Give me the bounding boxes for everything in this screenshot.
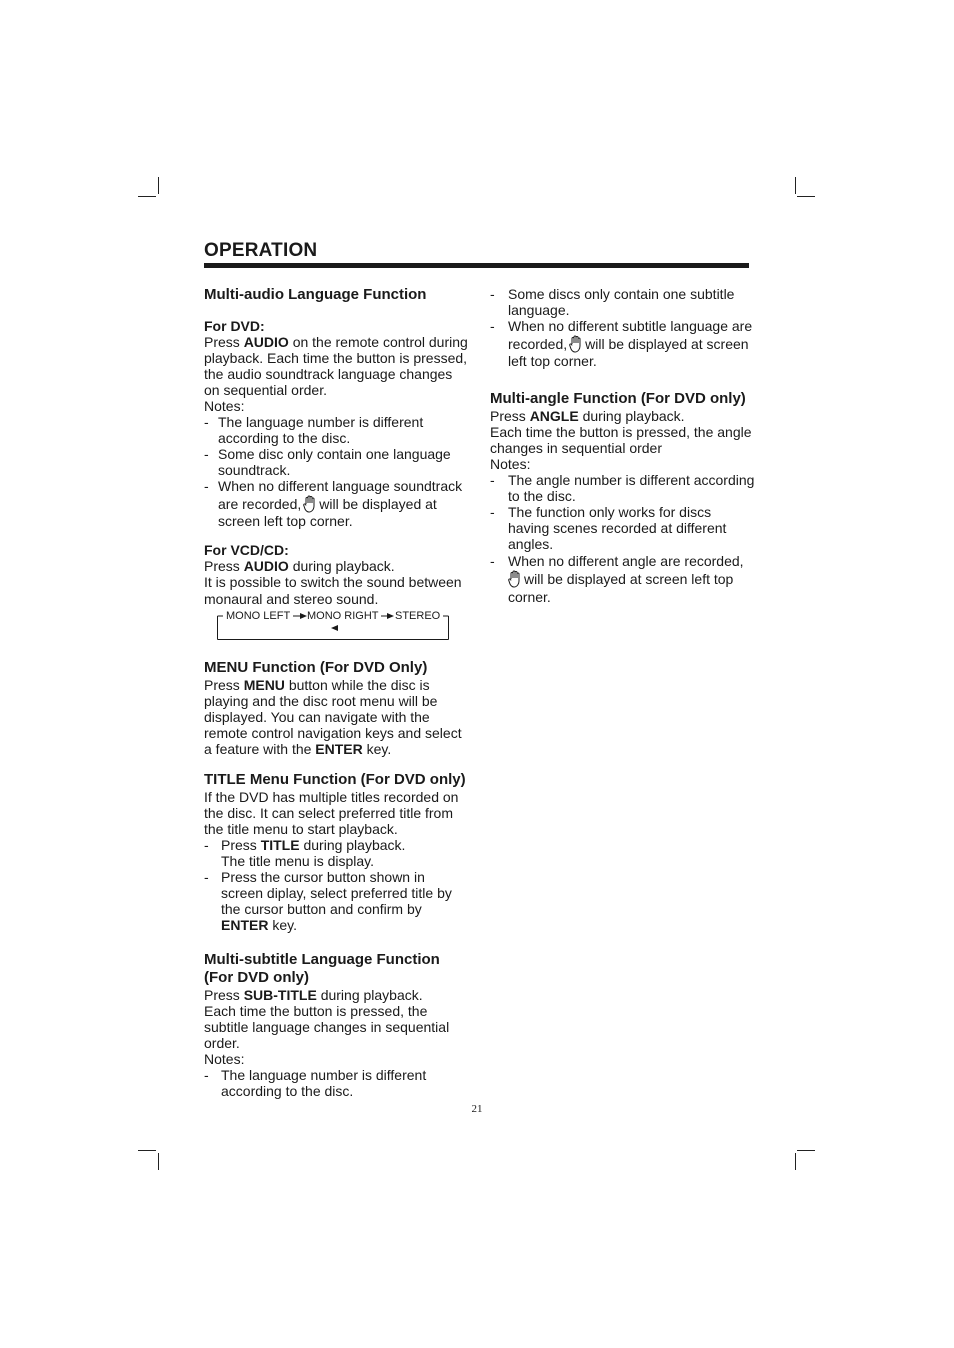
audio-vcd-paragraph: Press AUDIO during playback. [204, 558, 395, 574]
list-item: - Press the cursor button shown in screen diplay, select preferred title by the cursor button and confirm by ENTER key. [204, 869, 452, 933]
audio-dvd-paragraph: Press AUDIO on the remote control during playback. Each time the button is pressed, the audio soundtrack language changes on sequential order. [204, 334, 468, 398]
subtitle-heading: Multi-subtitle Language Function [204, 951, 440, 968]
hand-icon [508, 570, 522, 588]
subtitle-heading-sub: (For DVD only) [204, 969, 309, 986]
audio-mode-diagram [217, 610, 462, 640]
crop-mark [797, 1150, 815, 1151]
crop-mark [138, 1150, 156, 1151]
header-rule [204, 263, 749, 268]
list-item: - The language number is different according to the disc. [204, 414, 424, 446]
title-menu-heading: TITLE Menu Function (For DVD only) [204, 771, 466, 788]
subtitle-paragraph: Each time the button is pressed, the subtitle language changes in sequential order. [204, 1003, 450, 1051]
subtitle-press: Press SUB-TITLE during playback. [204, 987, 423, 1003]
title-menu-paragraph: If the DVD has multiple titles recorded on the disc. It can select preferred title from the title menu to start playback. [204, 789, 459, 837]
mono-right-label: MONO RIGHT [307, 610, 379, 622]
crop-mark [158, 1153, 159, 1170]
notes-label: Notes: [204, 398, 245, 414]
notes-label: Notes: [204, 1051, 245, 1067]
audio-vcd-text: It is possible to switch the sound between monaural and stereo sound. [204, 574, 462, 607]
right-column [490, 286, 755, 606]
angle-press: Press ANGLE during playback. [490, 408, 685, 424]
crop-mark [158, 177, 159, 194]
list-item: - Press TITLE during playback. The title menu is display. [204, 837, 406, 869]
audio-heading: Multi-audio Language Function [204, 286, 427, 303]
list-item: - The function only works for discs having scenes recorded at different angles. [490, 504, 727, 552]
angle-paragraph: Each time the button is pressed, the angle changes in sequential order [490, 424, 752, 456]
list-item: - When no different subtitle language are recorded, will be displayed at screen left top corner. [490, 318, 753, 369]
crop-mark [795, 1153, 796, 1170]
hand-icon [569, 335, 583, 353]
crop-mark [795, 177, 796, 194]
list-item: - When no different angle are recorded, will be displayed at screen left top corner. [490, 553, 744, 605]
page-number: 21 [471, 1103, 483, 1115]
angle-heading: Multi-angle Function (For DVD only) [490, 390, 746, 407]
hand-icon [303, 495, 317, 513]
page-title: OPERATION [204, 240, 318, 261]
menu-heading: MENU Function (For DVD Only) [204, 659, 428, 676]
left-column [204, 286, 469, 1099]
list-item: - Some discs only contain one subtitle language. [490, 286, 735, 318]
list-item: - When no different language soundtrack are recorded, will be displayed at screen left top corner. [204, 478, 463, 529]
dvd-label: For DVD: [204, 318, 265, 334]
stereo-label: STEREO [395, 610, 441, 622]
crop-mark [797, 196, 815, 197]
notes-label: Notes: [490, 456, 531, 472]
list-item: - Some disc only contain one language soundtrack. [204, 446, 451, 478]
menu-paragraph: Press MENU button while the disc is playing and the disc root menu will be displayed. You can navigate with the remote control navigation keys and select a feature with the ENTER key. [204, 677, 462, 757]
mono-left-label: MONO LEFT [226, 610, 291, 622]
vcd-label: For VCD/CD: [204, 542, 289, 558]
crop-mark [138, 196, 156, 197]
list-item: - The angle number is different according to the disc. [490, 472, 755, 504]
list-item: - The language number is different according to the disc. [204, 1067, 427, 1099]
